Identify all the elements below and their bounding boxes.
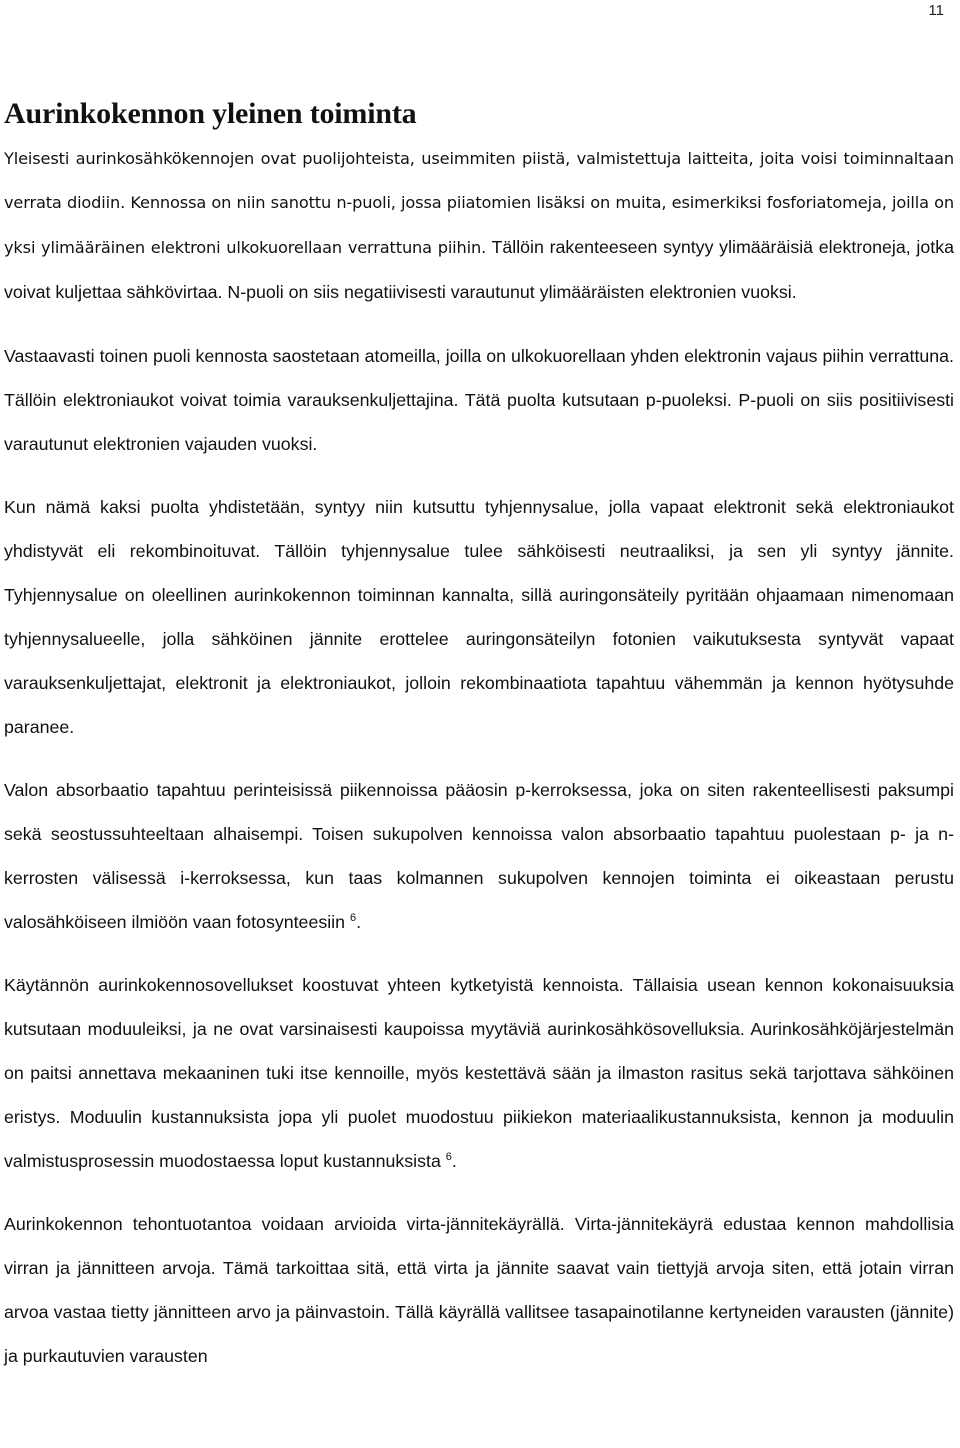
- page-number: 11: [928, 2, 944, 19]
- paragraph-5-text: Käytännön aurinkokennosovellukset koostuvat yhteen kytketyistä kennoista. Tällaisia usean kennon kokonaisuuksia kutsutaan moduuleiksi, ja ne ovat varsinaisesti kaupoissa myytäviä aurinkosähkösovelluksia. Aurinkosähköjärjestelmän on paitsi annettava mekaaninen tuki itse kennoille, myös kestettävä sään ja ilmaston rasitus sekä tarjottava sähköinen eristys. Moduulin kustannuksista jopa yli puolet muodostuu piikiekon materiaalikustannuksista, kennon ja moduulin valmistusprosessin muodostaessa loput kustannuksista: [4, 975, 954, 1171]
- paragraph-4-tail: .: [356, 912, 362, 932]
- paragraph-2-text: Vastaavasti toinen puoli kennosta saostetaan atomeilla, joilla on ulkokuorellaan yhden elektronin vajaus piihin verrattuna. Tällöin elektroniaukot voivat toimia varauksenkuljettajina. Tätä puolta kutsutaan p-puoleksi. P-puoli on siis positiivisesti varautunut elektronien vajauden vuoksi.: [4, 346, 954, 454]
- paragraph-5: [4, 963, 954, 1183]
- paragraph-6: [4, 1202, 954, 1378]
- paragraph-4: [4, 768, 954, 944]
- paragraph-1-text-continued: Tällöin rakenteeseen syntyy ylimääräisiä elektroneja, jotka voivat kuljettaa sähkövirtaa. N-puoli on siis negatiivisesti varautunut ylimääräisten elektronien vuoksi.: [4, 237, 954, 302]
- paragraph-5-reference: 6: [445, 1151, 452, 1164]
- document-body: [4, 137, 954, 1378]
- paragraph-1-text: Yleisesti aurinkosähkökennojen ovat puolijohteista, useimmiten piistä, valmistettuja laitteita, joita voisi toiminnaltaan verrata diodiin. Kennossa on niin sanottu n-puoli, jossa piiatomien lisäksi on muita, esimerkiksi fosforiatomeja, joilla on yksi ylimääräinen elektroni ulkokuorellaan verrattuna piihin.: [4, 149, 954, 257]
- paragraph-5-tail: .: [451, 1151, 457, 1171]
- paragraph-4-reference: 6: [349, 912, 357, 925]
- paragraph-3-text: Kun nämä kaksi puolta yhdistetään, syntyy niin kutsuttu tyhjennysalue, jolla vapaat elektronit sekä elektroniaukot yhdistyvät eli rekombinoituvat. Tällöin tyhjennysalue tulee sähköisesti neutraaliksi, ja sen yli syntyy jännite. Tyhjennysalue on oleellinen aurinkokennon toiminnan kannalta, sillä auringonsäteily pyritään ohjaamaan nimenomaan tyhjennysalueelle, jolla sähköinen jännite erottelee auringonsäteilyn fotonien vaikutuksesta syntyvät vapaat varauksenkuljettajat, elektronit ja elektroniaukot, jolloin rekombinaatiota tapahtuu vähemmän ja kennon hyötysuhde paranee.: [4, 497, 954, 737]
- section-heading: Aurinkokennon yleinen toiminta: [4, 97, 417, 130]
- paragraph-2: [4, 334, 954, 466]
- paragraph-3: [4, 485, 954, 749]
- paragraph-6-text: Aurinkokennon tehontuotantoa voidaan arvioida virta-jännitekäyrällä. Virta-jännitekäyrä edustaa kennon mahdollisia virran ja jännitteen arvoja. Tämä tarkoittaa sitä, että virta ja jännite saavat vain tiettyjä arvoja siten, että jotain virran arvoa vastaa tietty jännitteen arvo ja päinvastoin. Tällä käyrällä vallitsee tasapainotilanne kertyneiden varausten (jännite) ja purkautuvien varausten: [4, 1214, 954, 1366]
- paragraph-1: [4, 137, 954, 315]
- paragraph-4-text: Valon absorbaatio tapahtuu perinteisissä piikennoissa pääosin p-kerroksessa, joka on siten rakenteellisesti paksumpi sekä seostussuhteeltaan alhaisempi. Toisen sukupolven kennoissa valon absorbaatio tapahtuu puolestaan p- ja n-kerrosten välisessä i-kerroksessa, kun taas kolmannen sukupolven kennojen toiminta ei oikeastaan perustu valosähköiseen ilmiöön vaan fotosynteesiin: [4, 780, 954, 932]
